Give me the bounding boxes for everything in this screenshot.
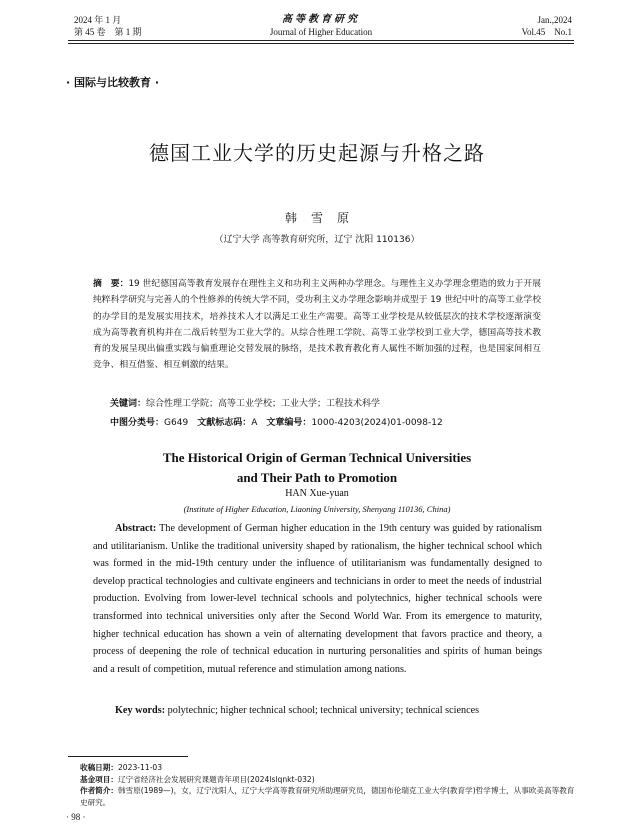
clc-label: 中图分类号： — [110, 418, 165, 428]
footnotes — [80, 762, 576, 808]
abstract-cn-text: 19 世纪德国高等教育发展存在理性主义和功利主义两种办学理念。与理性主义办学理念塑造的致力于开展纯粹科学研究与完善人的个性修养的传统大学不同，受功利主义办学理念影响并成型于 19 世纪中叶的高等工业学校的办学目的是发展实用技术，培养技术人才以满足工业生产需要。高等工业学校是从较低层次的技术学校逐渐演变成为高等教育机构并在二战后转型为工业大学的。从综合性理工学院、高等工业学校到工业大学，德国高等技术教育的发展呈现出偏重实践与偏重理论交替发展的脉络，是技术教育教化育人属性不断加强的过程，也是国家间相互竞争、相互借鉴、相互刺激的结果。 — [93, 279, 541, 371]
page-number: · 98 · — [66, 812, 86, 822]
keywords-en-text: polytechnic; higher technical school; technical university; technical sciences — [167, 705, 480, 716]
keywords-en — [115, 704, 542, 718]
header-rule-thick — [68, 40, 574, 41]
fund-label: 基金项目： — [80, 774, 118, 784]
keywords-en-label: Key words: — [115, 705, 166, 716]
abstract-en-label: Abstract: — [115, 523, 157, 534]
issue-info-en-block — [522, 14, 572, 38]
header-rule-thin — [68, 43, 574, 44]
doc-code-value: A — [251, 418, 258, 428]
affiliation-en: (Institute of Higher Education, Liaoning University, Shenyang 110136, China) — [183, 504, 451, 514]
author-bio-text: 韩雪原(1989—)，女，辽宁沈阳人，辽宁大学高等教育研究所助理研究员，德国布伦瑞克工业大学(教育学)哲学博士，从事欧美高等教育史研究。 — [80, 786, 575, 807]
volume-issue-cn: 第 45 卷 第 1 期 — [74, 27, 142, 37]
footnote-received — [80, 762, 576, 774]
doc-code-label: 文献标志码： — [197, 418, 252, 428]
keywords-cn — [110, 397, 541, 411]
journal-name-cn: 高等教育研究 — [282, 14, 360, 25]
received-label: 收稿日期： — [80, 763, 118, 772]
fund-text: 辽宁省经济社会发展研究课题青年项目(2024lslqnkt-032) — [117, 774, 315, 784]
classification-line — [110, 416, 541, 430]
section-label: · 国际与比较教育 · — [66, 76, 160, 89]
article-id-value: 1000-4203(2024)01-0098-12 — [311, 418, 443, 428]
abstract-en-text: The development of German higher education in the 19th century was guided by rationalism and utilitarianism. Unlike the traditional university shaped by rationalism, the higher technical school which was formed in the mid-19th century under the influence of utilitarianism was fundamentally designed to develop practical technologies and cultivate engineers and technicians in order to meet the needs of industrial production. Evolving from lower-level technical schools and polytechnics, higher technical schools were transformed into technical universities only after the Second World War. From its emergence to maturity, higher technical education has shown a vein of alternating development that favors practice and theory, a process of deepening the role of technical education in nurturing personalities and spirits of human beings and a result of competition, mutual reference and stimulation among nations. — [93, 523, 542, 675]
footnote-rule — [68, 756, 188, 757]
issue-date: 2024 年 1 月 — [74, 15, 122, 25]
journal-name-en: Journal of Higher Education — [269, 27, 373, 37]
article-title-cn: 德国工业大学的历史起源与升格之路 — [149, 141, 485, 165]
keywords-cn-text: 综合性理工学院；高等工业学校；工业大学；工程技术科学 — [146, 399, 381, 409]
author-name-en: HAN Xue-yuan — [285, 488, 349, 499]
author-bio-label: 作者简介： — [80, 786, 118, 795]
volume-issue-en: Vol.45 No.1 — [521, 27, 572, 37]
keywords-cn-label: 关键词： — [110, 399, 147, 409]
journal-name-block — [68, 14, 574, 38]
article-title-en-line1: The Historical Origin of German Technical Universities — [162, 450, 472, 465]
author-name-cn: 韩雪原 — [284, 211, 363, 225]
affiliation-cn: （辽宁大学 高等教育研究所，辽宁 沈阳 110136） — [214, 235, 420, 245]
article-title-en-line2: and Their Path to Promotion — [236, 470, 398, 485]
received-date: 2023-11-03 — [117, 763, 163, 772]
article-title-en — [0, 448, 634, 488]
footnote-fund — [80, 774, 576, 786]
abstract-en — [93, 520, 542, 678]
footnote-author — [80, 785, 576, 808]
issue-date-en: Jan.,2024 — [537, 15, 572, 25]
abstract-cn-label: 摘 要： — [93, 279, 129, 289]
article-id-label: 文章编号： — [266, 418, 312, 428]
abstract-cn — [93, 276, 541, 374]
clc-value: G649 — [164, 418, 189, 428]
